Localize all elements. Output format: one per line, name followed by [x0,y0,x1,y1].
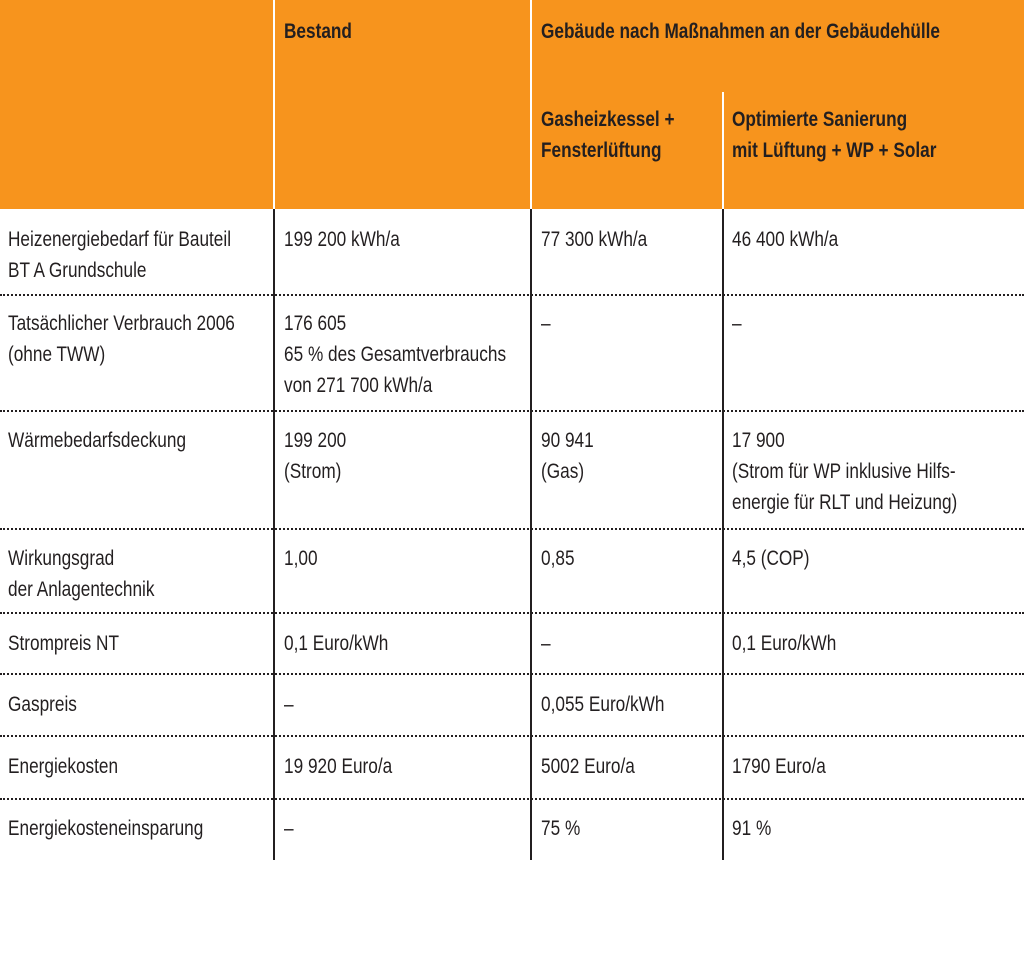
header-bestand: Bestand [284,20,352,43]
row-3-label: Wärmebedarfsdeckung [8,429,187,452]
row-1-gas: 77 300 kWh/a [541,228,648,251]
row-separator [0,612,1024,614]
row-1-label: Heizenergiebedarf für Bauteil BT A Grundschule [8,228,232,282]
column-divider-1 [273,209,275,860]
header-divider-2 [530,0,532,209]
row-2-bestand: 176 605 65 % des Gesamtverbrauchs von 271 700 kWh/a [284,312,507,397]
column-divider-3 [722,209,724,860]
row-8-bestand: – [284,817,294,840]
row-separator [0,410,1024,412]
row-separator [0,528,1024,530]
row-3-bestand: 199 200 (Strom) [284,429,347,483]
header-divider-3 [722,92,724,209]
row-7-opt: 1790 Euro/a [732,755,826,778]
row-5-opt: 0,1 Euro/kWh [732,632,837,655]
row-4-label: Wirkungsgrad der Anlagentechnik [8,547,155,601]
header-group: Gebäude nach Maßnahmen an der Gebäudehülle [541,20,941,43]
column-divider-2 [530,209,532,860]
row-3-opt: 17 900 (Strom für WP inklusive Hilfs- energie für RLT und Heizung) [732,429,958,514]
row-separator [0,294,1024,296]
row-7-bestand: 19 920 Euro/a [284,755,393,778]
row-1-bestand: 199 200 kWh/a [284,228,400,251]
row-8-gas: 75 % [541,817,581,840]
row-2-opt: – [732,312,742,335]
row-separator [0,673,1024,675]
row-4-gas: 0,85 [541,547,575,570]
row-5-label: Strompreis NT [8,632,119,655]
row-separator [0,798,1024,800]
row-7-gas: 5002 Euro/a [541,755,635,778]
row-1-opt: 46 400 kWh/a [732,228,839,251]
row-separator [0,735,1024,737]
row-3-gas: 90 941 (Gas) [541,429,594,483]
row-2-label: Tatsächlicher Verbrauch 2006 (ohne TWW) [8,312,235,366]
row-5-gas: – [541,632,551,655]
row-7-label: Energiekosten [8,755,119,778]
row-6-bestand: – [284,693,294,716]
row-4-bestand: 1,00 [284,547,318,570]
row-6-label: Gaspreis [8,693,77,716]
row-5-bestand: 0,1 Euro/kWh [284,632,389,655]
row-4-opt: 4,5 (COP) [732,547,810,570]
row-8-label: Energiekosteneinsparung [8,817,204,840]
row-6-gas: 0,055 Euro/kWh [541,693,665,716]
row-8-opt: 91 % [732,817,772,840]
header-gasheizkessel: Gasheizkessel + Fensterlüftung [541,108,675,162]
row-2-gas: – [541,312,551,335]
header-optimierte-sanierung: Optimierte Sanierung mit Lüftung + WP + Solar [732,108,937,162]
header-divider-1 [273,0,275,209]
